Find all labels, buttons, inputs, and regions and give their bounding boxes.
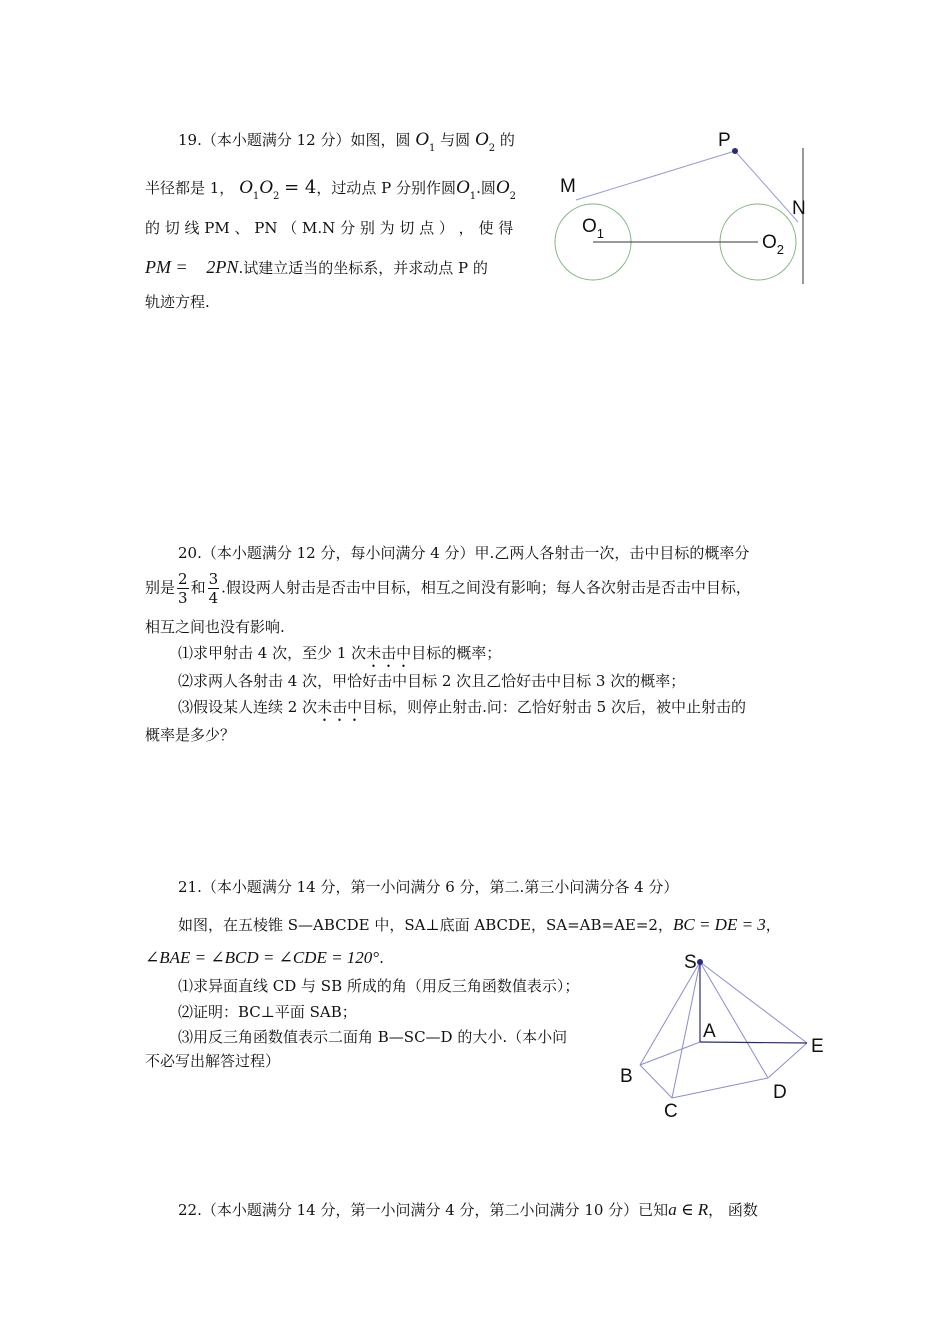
q21-line-2: 如图，在五棱锥 S—ABCDE 中，SA⊥底面 ABCDE，SA=AB=AE=2，BC = DE = 3， [178, 915, 781, 934]
q20-part-3: ⑶假设某人连续 2 次未击中目标，则停止射击.问：乙恰好射击 5 次后，被中止射击的 [178, 698, 746, 716]
q20-part-2: ⑵求两人各射击 4 次，甲恰好击中目标 2 次且乙恰好击中目标 3 次的概率； [178, 672, 686, 690]
q20-line-1: 20.（本小题满分 12 分，每小问满分 4 分）甲.乙两人各射击一次，击中目标的概率分 [178, 544, 750, 562]
q19-line-5: 轨迹方程. [145, 293, 210, 311]
label-s: S [684, 952, 697, 973]
label-e: E [811, 1036, 824, 1057]
q19-line-4: PM = 2PN.试建立适当的坐标系，并求动点 P 的 [145, 257, 488, 277]
label-o2: $O_2$ [762, 232, 785, 257]
q21-part-3-cont: 不必写出解答过程） [145, 1052, 281, 1070]
fraction-3-4: $\frac{3}{4}$ [208, 570, 219, 607]
q19-line-2: 半径都是 1， $O_1O_2 = 4$，过动点 P 分别作圆$O_1$.圆$O_2$ [145, 177, 516, 202]
q19-line-3: 的 切 线 PM 、 PN （ M.N 分 别 为 切 点 ） ， 使 得 [145, 219, 514, 237]
edge-ae [700, 1042, 807, 1043]
q19-line-1: 19.（本小题满分 12 分）如图，圆 $O_1$ 与圆 $O_2$ 的 [178, 129, 515, 154]
point-p [732, 148, 738, 154]
point-s [697, 959, 703, 965]
q22-line-1: 22.（本小题满分 14 分，第一小问满分 4 分，第二小问满分 10 分）已知a ∈ R， 函数 [178, 1200, 758, 1219]
q20-line-2: 别是 $\frac{2}{3}$ 和 $\frac{3}{4}$ .假设两人射击是否击中目标，相互之间没有影响；每人各次射击是否击中目标， [145, 570, 751, 607]
segment-pn [735, 151, 798, 222]
q21-part-3: ⑶用反三角函数值表示二面角 B—SC—D 的大小.（本小问 [178, 1028, 568, 1046]
label-o1: $O_1$ [582, 216, 605, 241]
segment-pm [576, 151, 735, 200]
q21-line-3: ∠BAE = ∠BCD = ∠CDE = 120°. [145, 948, 384, 967]
label-p: P [718, 130, 731, 151]
q20-line-3: 相互之间也没有影响. [145, 618, 285, 636]
label-a: A [703, 1021, 716, 1042]
q21-part-2: ⑵证明：BC⊥平面 SAB； [178, 1003, 357, 1021]
figure-19 [540, 118, 830, 298]
q21-line-1: 21.（本小题满分 14 分，第一小问满分 6 分，第二.第三小问满分各 4 分） [178, 878, 679, 896]
label-n: N [792, 198, 806, 219]
label-m: M [560, 176, 576, 197]
q20-part-1: ⑴求甲射击 4 次，至少 1 次未击中目标的概率； [178, 644, 502, 662]
q21-part-1: ⑴求异面直线 CD 与 SB 所成的角（用反三角函数值表示）； [178, 977, 580, 995]
label-b: B [620, 1066, 633, 1087]
label-d: D [773, 1082, 787, 1103]
q20-part-3-cont: 概率是多少？ [145, 726, 236, 744]
label-c: C [664, 1101, 678, 1122]
figure-21 [610, 945, 835, 1125]
pyramid-edges [640, 962, 807, 1098]
fraction-2-3: $\frac{2}{3}$ [178, 570, 188, 607]
